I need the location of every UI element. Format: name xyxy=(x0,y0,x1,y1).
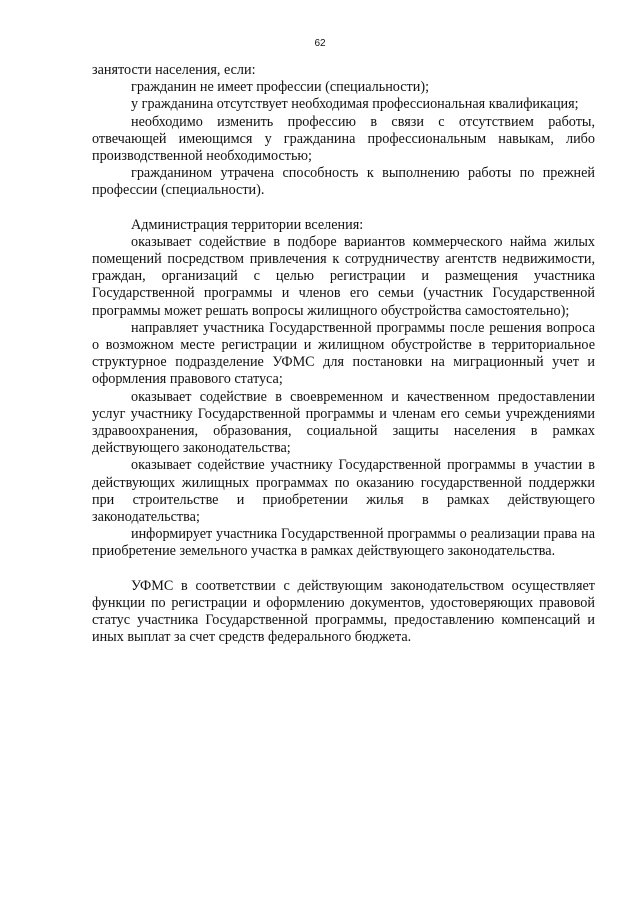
page-number: 62 xyxy=(314,38,326,49)
document-body xyxy=(92,62,595,647)
list-item: гражданином утрачена способность к выполнению работы по прежней профессии (специальности). xyxy=(92,165,595,199)
paragraph: УФМС в соответствии с действующим законодательством осуществляет функции по регистрации и оформлению документов, удостоверяющих правовой статус участника Государственной программы, предоставлению компенсаций и иных выплат за счет средств федерального бюджета. xyxy=(92,577,595,646)
list-item: оказывает содействие участнику Государственной программы в участии в действующих жилищных программах по оказанию государственной поддержки при строительстве и приобретении жилья в рамках действующего законодательства; xyxy=(92,457,595,526)
list-item: гражданин не имеет профессии (специальности); xyxy=(131,79,430,96)
list-item: оказывает содействие в своевременном и качественном предоставлении услуг участнику Государственной программы и членам его семьи учреждениями здравоохранения, образования, социальной защиты населения в рамках действующего законодательства; xyxy=(92,388,595,457)
paragraph-continuation: занятости населения, если: xyxy=(92,62,256,78)
list-item: оказывает содействие в подборе вариантов коммерческого найма жилых помещений посредством привлечения к сотрудничеству агентств недвижимости, граждан, организаций с целью регистрации и размещения участника Государственной программы и членов его семьи (участник Государственной программы может решать вопросы жилищного обустройства самостоятельно); xyxy=(92,233,595,319)
list-item: необходимо изменить профессию в связи с отсутствием работы, отвечающей имеющимся у гражданина профессиональным навыкам, либо производственной необходимостью; xyxy=(92,113,595,165)
list-item: у гражданина отсутствует необходимая профессиональная квалификация; xyxy=(131,96,579,113)
section-heading: Администрация территории вселения: xyxy=(131,216,364,233)
paragraph-spacer xyxy=(92,200,595,217)
list-item: информирует участника Государственной программы о реализации права на приобретение земельного участка в рамках действующего законодательства. xyxy=(92,526,595,560)
list-item: направляет участника Государственной программы после решения вопроса о возможном месте регистрации и жилищном обустройстве в территориальное структурное подразделение УФМС для постановки на миграционный учет и оформления правового статуса; xyxy=(92,319,595,388)
paragraph-spacer xyxy=(92,561,595,578)
